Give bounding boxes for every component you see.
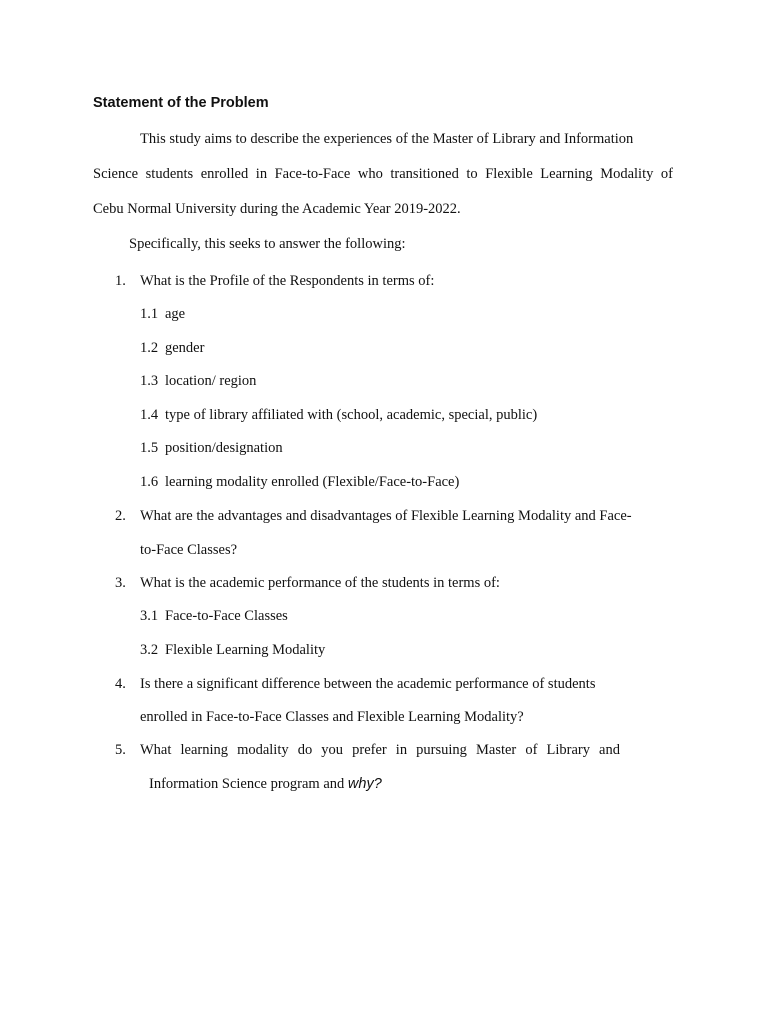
specifically-line: Specifically, this seeks to answer the following:	[129, 236, 406, 252]
sub-item-text: position/designation	[165, 440, 283, 456]
question-text-line-1: What are the advantages and disadvantages of Flexible Learning Modality and Face-	[140, 508, 632, 524]
sub-item-number: 3.1	[140, 608, 159, 624]
sub-item-text: location/ region	[165, 373, 257, 389]
sub-item-text: Flexible Learning Modality	[165, 642, 326, 658]
question-number: 4.	[115, 676, 126, 692]
sub-item-text: type of library affiliated with (school, academic, special, public)	[165, 407, 538, 423]
question-text: What is the academic performance of the students in terms of:	[140, 575, 500, 591]
sub-item	[140, 340, 204, 357]
sub-item-number: 1.4	[140, 407, 159, 423]
question-text-main: Information Science program and	[149, 776, 348, 792]
sub-item-number: 1.5	[140, 440, 159, 456]
sub-item	[140, 642, 325, 659]
question-number: 5.	[115, 742, 126, 758]
sub-item-number: 1.6	[140, 474, 159, 490]
intro-line-2: Science students enrolled in Face-to-Face who transitioned to Flexible Learning Modality of	[93, 166, 673, 182]
sub-item-text: learning modality enrolled (Flexible/Face-to-Face)	[165, 474, 460, 490]
sub-item-text: gender	[165, 340, 205, 356]
sub-item-text: age	[165, 306, 186, 322]
sub-item	[140, 608, 288, 625]
emphasis-text: why?	[347, 776, 382, 792]
intro-line-1: This study aims to describe the experiences of the Master of Library and Information	[140, 131, 634, 147]
question-number: 3.	[115, 575, 126, 591]
question-number: 2.	[115, 508, 126, 524]
question-number: 1.	[115, 273, 126, 289]
sub-item	[140, 373, 256, 390]
question-text: What is the Profile of the Respondents in terms of:	[140, 273, 435, 289]
sub-item	[140, 306, 185, 323]
question-text-line-2	[149, 776, 382, 793]
question-text-line-1: Is there a significant difference between the academic performance of students	[140, 676, 596, 692]
sub-item	[140, 474, 459, 491]
question-text-line-2: to-Face Classes?	[140, 542, 238, 558]
sub-item-number: 1.2	[140, 340, 159, 356]
sub-item	[140, 440, 283, 457]
section-heading: Statement of the Problem	[93, 95, 269, 111]
sub-item-number: 3.2	[140, 642, 159, 658]
sub-item-number: 1.3	[140, 373, 159, 389]
question-text-line-1: What learning modality do you prefer in pursuing Master of Library and	[140, 742, 620, 758]
sub-item-text: Face-to-Face Classes	[165, 608, 288, 624]
question-text-line-2: enrolled in Face-to-Face Classes and Flexible Learning Modality?	[140, 709, 524, 725]
sub-item-number: 1.1	[140, 306, 159, 322]
sub-item	[140, 407, 537, 424]
intro-line-3: Cebu Normal University during the Academic Year 2019-2022.	[93, 201, 461, 217]
